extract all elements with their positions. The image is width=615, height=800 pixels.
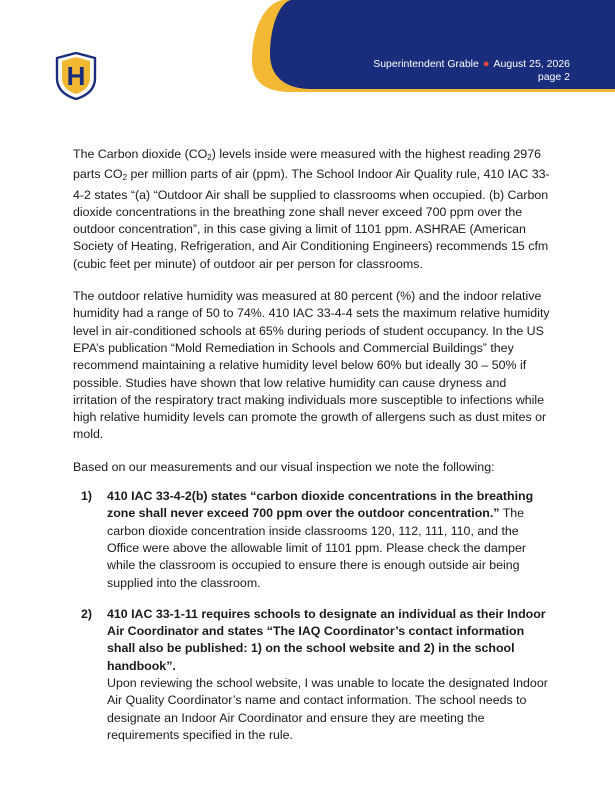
finding-text: The carbon dioxide concentration inside classrooms 120, 112, 111, 110, and the Office were above the allowable limit of 1101 ppm. Please check the damper while the classroom is occupied to ensure there is enough outside air being supplied into the classroom. [107, 506, 526, 590]
finding-item: 2) 410 IAC 33-1-11 requires schools to designate an individual as their Indoor Air Coordinator and states “The IAQ Coordinator’s contact information shall also be published: 1) on the school website and 2) in the school handbook”. Upon reviewing the school website, I was unable to locate the designated Indoor Air Quality Coordinator’s name and contact information. The school needs to designate an Indoor Air Coordinator and ensure they are meeting the requirements specified in the rule. [81, 606, 548, 742]
finding-item: 1) 410 IAC 33-4-2(b) states “carbon dioxide concentrations in the breathing zone shall never exceed 700 ppm over the outdoor concentration.” The carbon dioxide concentration inside classrooms 120, 112, 111, 110, and the Office were above the allowable limit of 1101 ppm. Please check the damper while the classroom is occupied to ensure there is enough outside air being supplied into the classroom. [81, 489, 534, 590]
header-info [373, 58, 570, 84]
findings-list [73, 488, 553, 744]
letterhead [0, 0, 615, 112]
page-number: page 2 [537, 71, 570, 83]
logo-letter: H [66, 61, 86, 91]
finding-rule: 410 IAC 33-1-11 requires schools to designate an individual as their Indoor Air Coordinator and states “The IAQ Coordinator’s contact information shall also be published: 1) on the school website and 2) in the school handbook”. [107, 606, 546, 673]
header-line-1 [373, 58, 570, 71]
paragraph-intro-findings: Based on our measurements and our visual inspection we note the following: [73, 459, 495, 474]
separator-dot: ● [482, 58, 490, 70]
finding-text: Upon reviewing the school website, I was unable to locate the designated Indoor Air Quality Coordinator’s name and contact information. The school needs to designate an Indoor Air Coordinator and ensure they are meeting the requirements specified in the rule. [107, 676, 548, 742]
paragraph-co2: The Carbon dioxide $(CO_2)$ levels inside were measured with the highest reading 2976 parts $CO_2$ per million parts of air (ppm). The School Indoor Air Quality rule, 410 IAC 33-4-2 states “(a) “Outdoor Air shall be supplied to classrooms when occupied. (b) Carbon dioxide concentrations in the breathing zone shall never exceed 700 ppm over the outdoor concentration”, in this case giving a limit of 1101 ppm. ASHRAE (American Society of Heating, Refrigeration, and Air Conditioning Engineers) recommends 15 cfm (cubic feet per minute) of outdoor air per person for classrooms. [73, 147, 550, 271]
letter-date: August 25, 2026 [493, 58, 570, 70]
letter-body [73, 146, 553, 758]
school-logo [54, 52, 98, 100]
author-name: Superintendent Grable [373, 58, 479, 70]
paragraph-humidity: The outdoor relative humidity was measured at 80 percent (%) and the indoor relative humidity had a range of 50 to 74%. 410 IAC 33-4-4 sets the maximum relative humidity level in air-conditioned schools at 65% during periods of student occupancy. In the US EPA’s publication “Mold Remediation in Schools and Commercial Buildings” they recommend maintaining a relative humidity level below 60% but ideally 30 – 50% if possible. Studies have shown that low relative humidity can cause dryness and irritation of the respiratory tract making individuals more susceptible to infections while high relative humidity levels can promote the growth of allergens such as dust mites or mold. [73, 289, 550, 442]
finding-rule: 410 IAC 33-4-2(b) states “carbon dioxide concentrations in the breathing zone shall never exceed 700 ppm over the outdoor concentration.” [107, 489, 534, 521]
